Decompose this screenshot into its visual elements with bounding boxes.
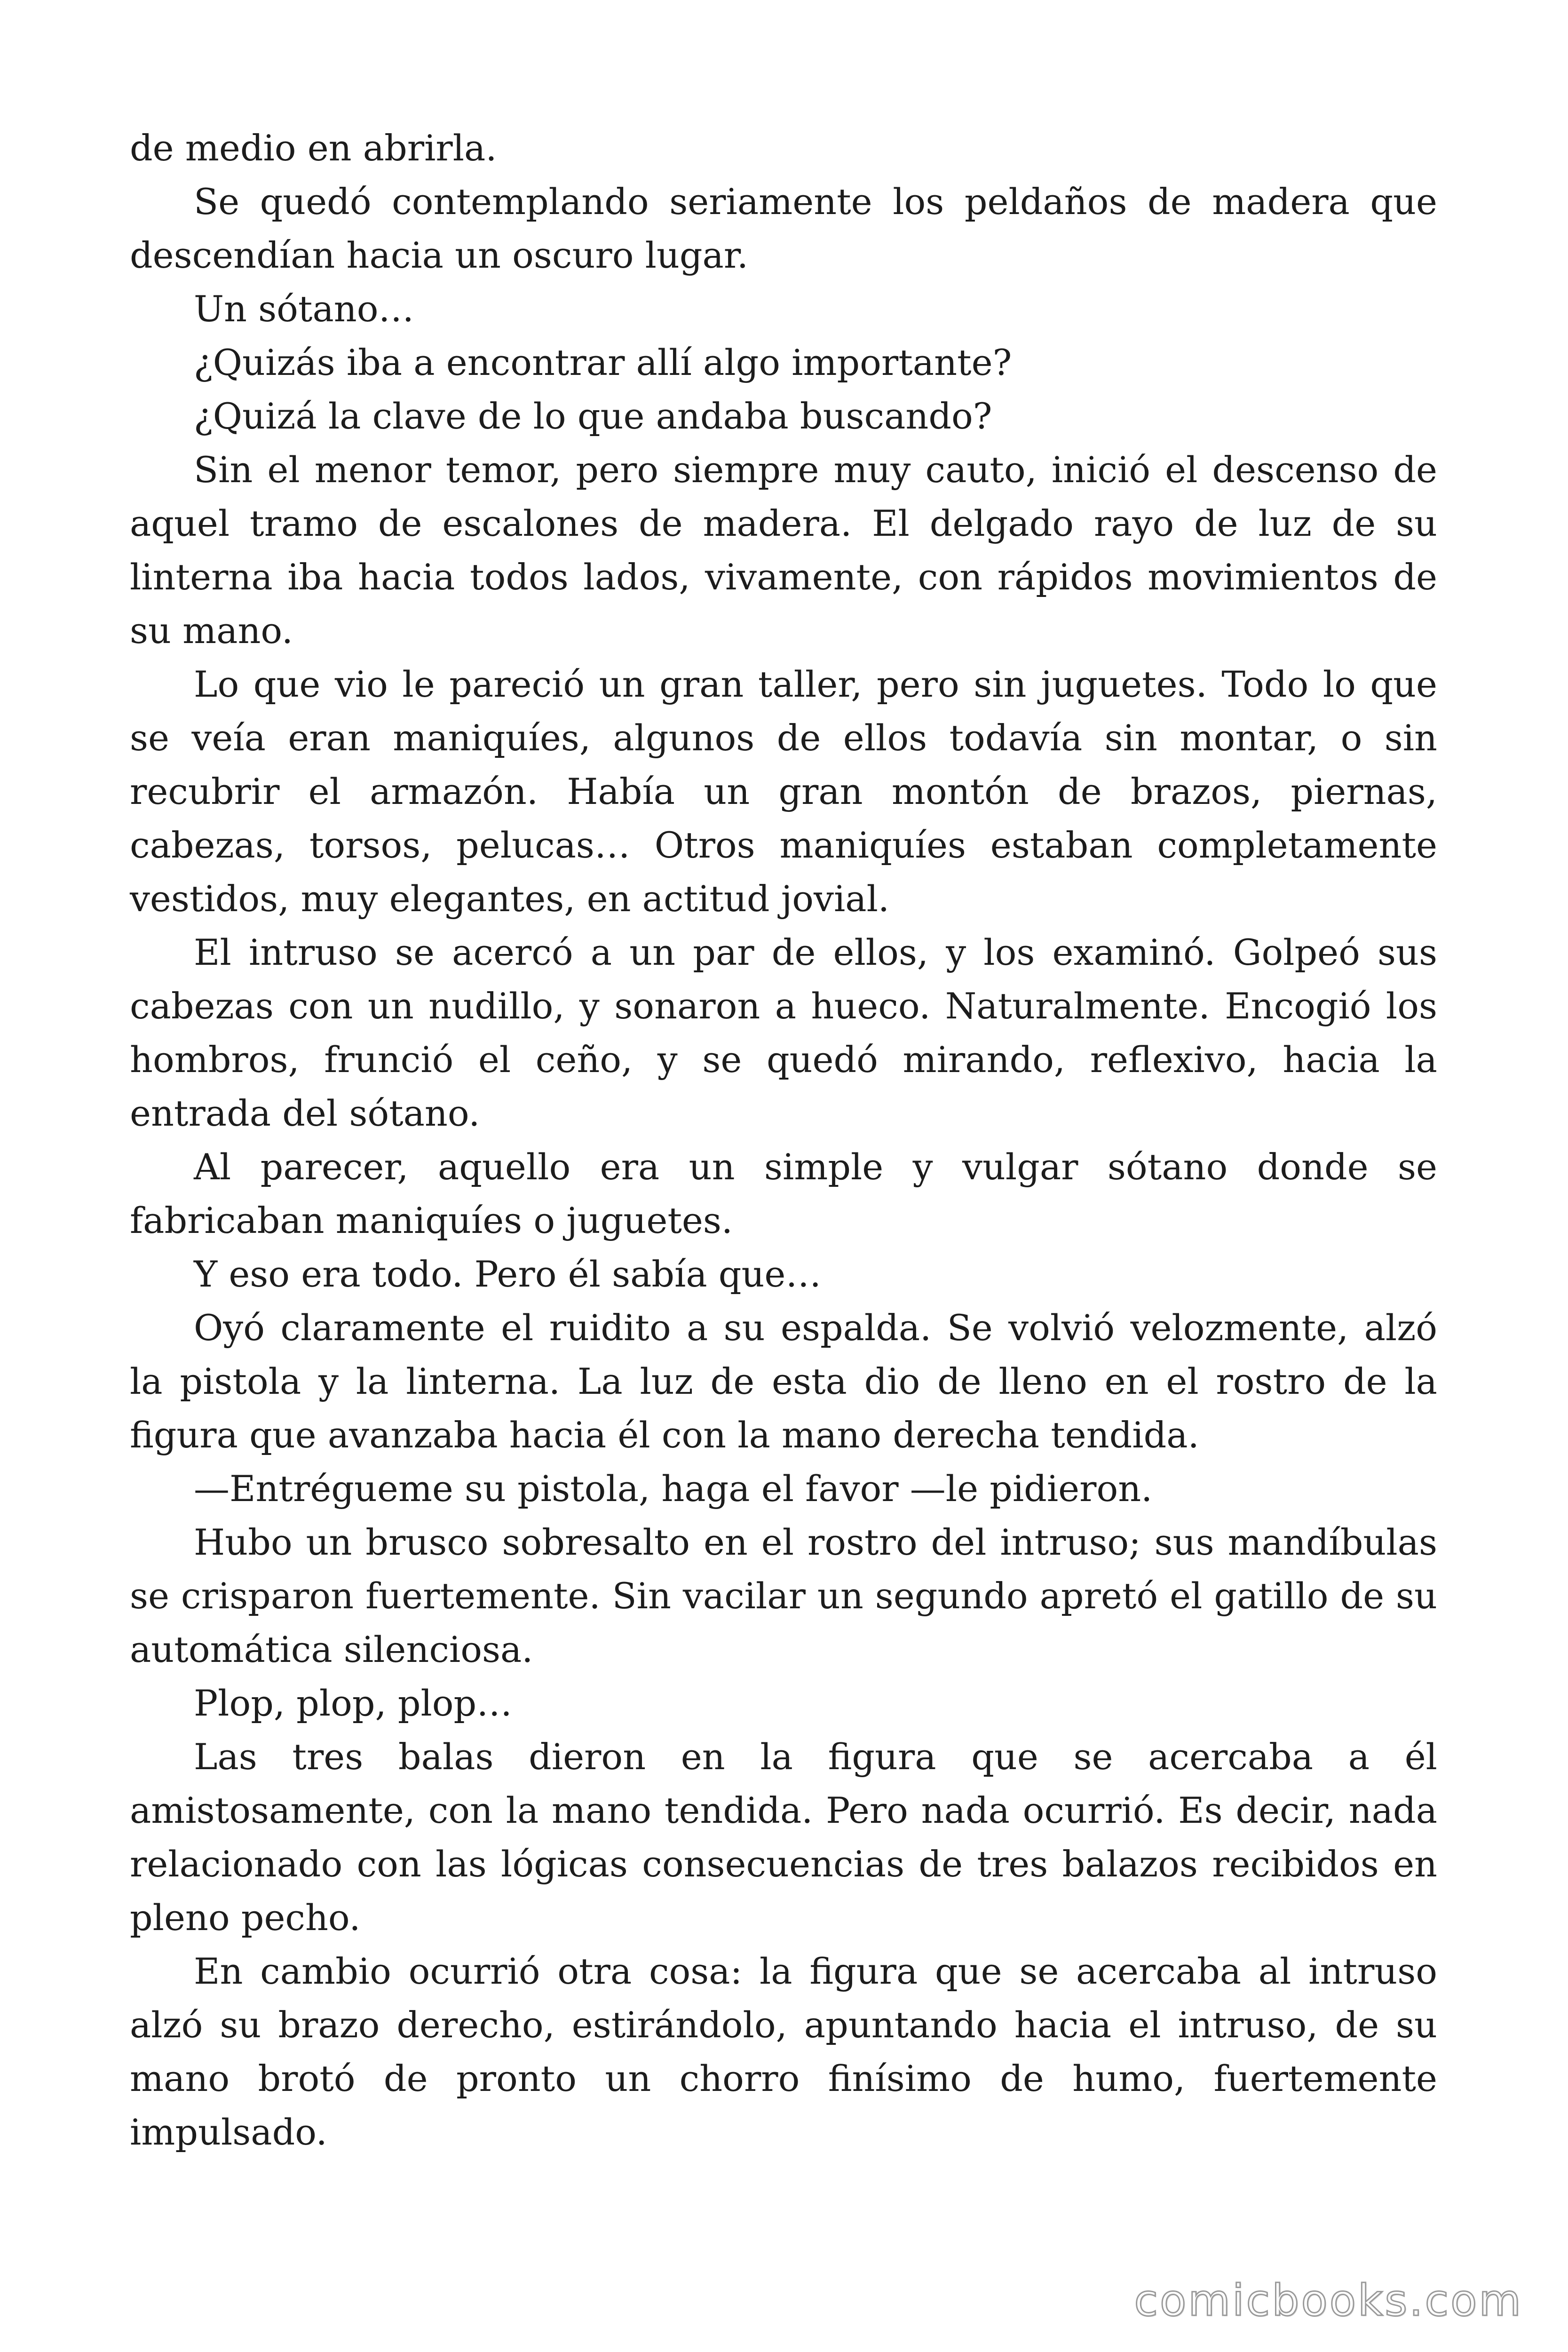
watermark: comicbooks.com — [1134, 2275, 1523, 2326]
paragraph-6: Sin el menor temor, pero siempre muy cauto, inició el descenso de aquel tramo de escalones de madera. El delgado rayo de luz de su linterna iba hacia todos lados, vivamente, con rápidos movimientos de su mano. — [130, 449, 1437, 652]
paragraph-3: Un sótano… — [194, 288, 414, 330]
paragraph-8: El intruso se acercó a un par de ellos, y los examinó. Golpeó sus cabezas con un nudillo, y sonaron a hueco. Naturalmente. Encogió los hombros, frunció el ceño, y se quedó mirando, reflexivo, hacia la entrada del sótano. — [130, 931, 1437, 1134]
paragraph-14: Plop, plop, plop… — [194, 1682, 513, 1724]
paragraph-7: Lo que vio le pareció un gran taller, pero sin juguetes. Todo lo que se veía eran maniquíes, algunos de ellos todavía sin montar, o sin recubrir el armazón. Había un gran montón de brazos, piernas, cabezas, torsos, pelucas… Otros maniquíes estaban completamente vestidos, muy elegantes, en actitud jovial. — [130, 663, 1437, 920]
paragraph-9: Al parecer, aquello era un simple y vulgar sótano donde se fabricaban maniquíes o juguetes. — [130, 1146, 1437, 1241]
paragraph-16: En cambio ocurrió otra cosa: la figura que se acercaba al intruso alzó su brazo derecho, estirándolo, apuntando hacia el intruso, de su mano brotó de pronto un chorro finísimo de humo, fuertemente impulsado. — [130, 1950, 1437, 2153]
paragraph-2: Se quedó contemplando seriamente los peldaños de madera que descendían hacia un oscuro lugar. — [130, 181, 1437, 276]
paragraph-11: Oyó claramente el ruidito a su espalda. Se volvió velozmente, alzó la pistola y la linterna. La luz de esta dio de lleno en el rostro de la figura que avanzaba hacia él con la mano derecha tendida. — [130, 1307, 1437, 1456]
paragraph-15: Las tres balas dieron en la figura que se acercaba a él amistosamente, con la mano tendida. Pero nada ocurrió. Es decir, nada relacionado con las lógicas consecuencias de tres balazos recibidos en pleno pecho. — [130, 1736, 1437, 1939]
paragraph-1: de medio en abrirla. — [130, 127, 497, 169]
book-page-text — [130, 121, 1437, 2159]
paragraph-4: ¿Quizás iba a encontrar allí algo importante? — [194, 342, 1012, 383]
paragraph-10: Y eso era todo. Pero él sabía que… — [194, 1253, 822, 1295]
paragraph-5: ¿Quizá la clave de lo que andaba buscando? — [194, 395, 992, 437]
paragraph-12: —Entrégueme su pistola, haga el favor —le pidieron. — [194, 1468, 1153, 1510]
paragraph-13: Hubo un brusco sobresalto en el rostro del intruso; sus mandíbulas se crisparon fuertemente. Sin vacilar un segundo apretó el gatillo de su automática silenciosa. — [130, 1521, 1437, 1670]
